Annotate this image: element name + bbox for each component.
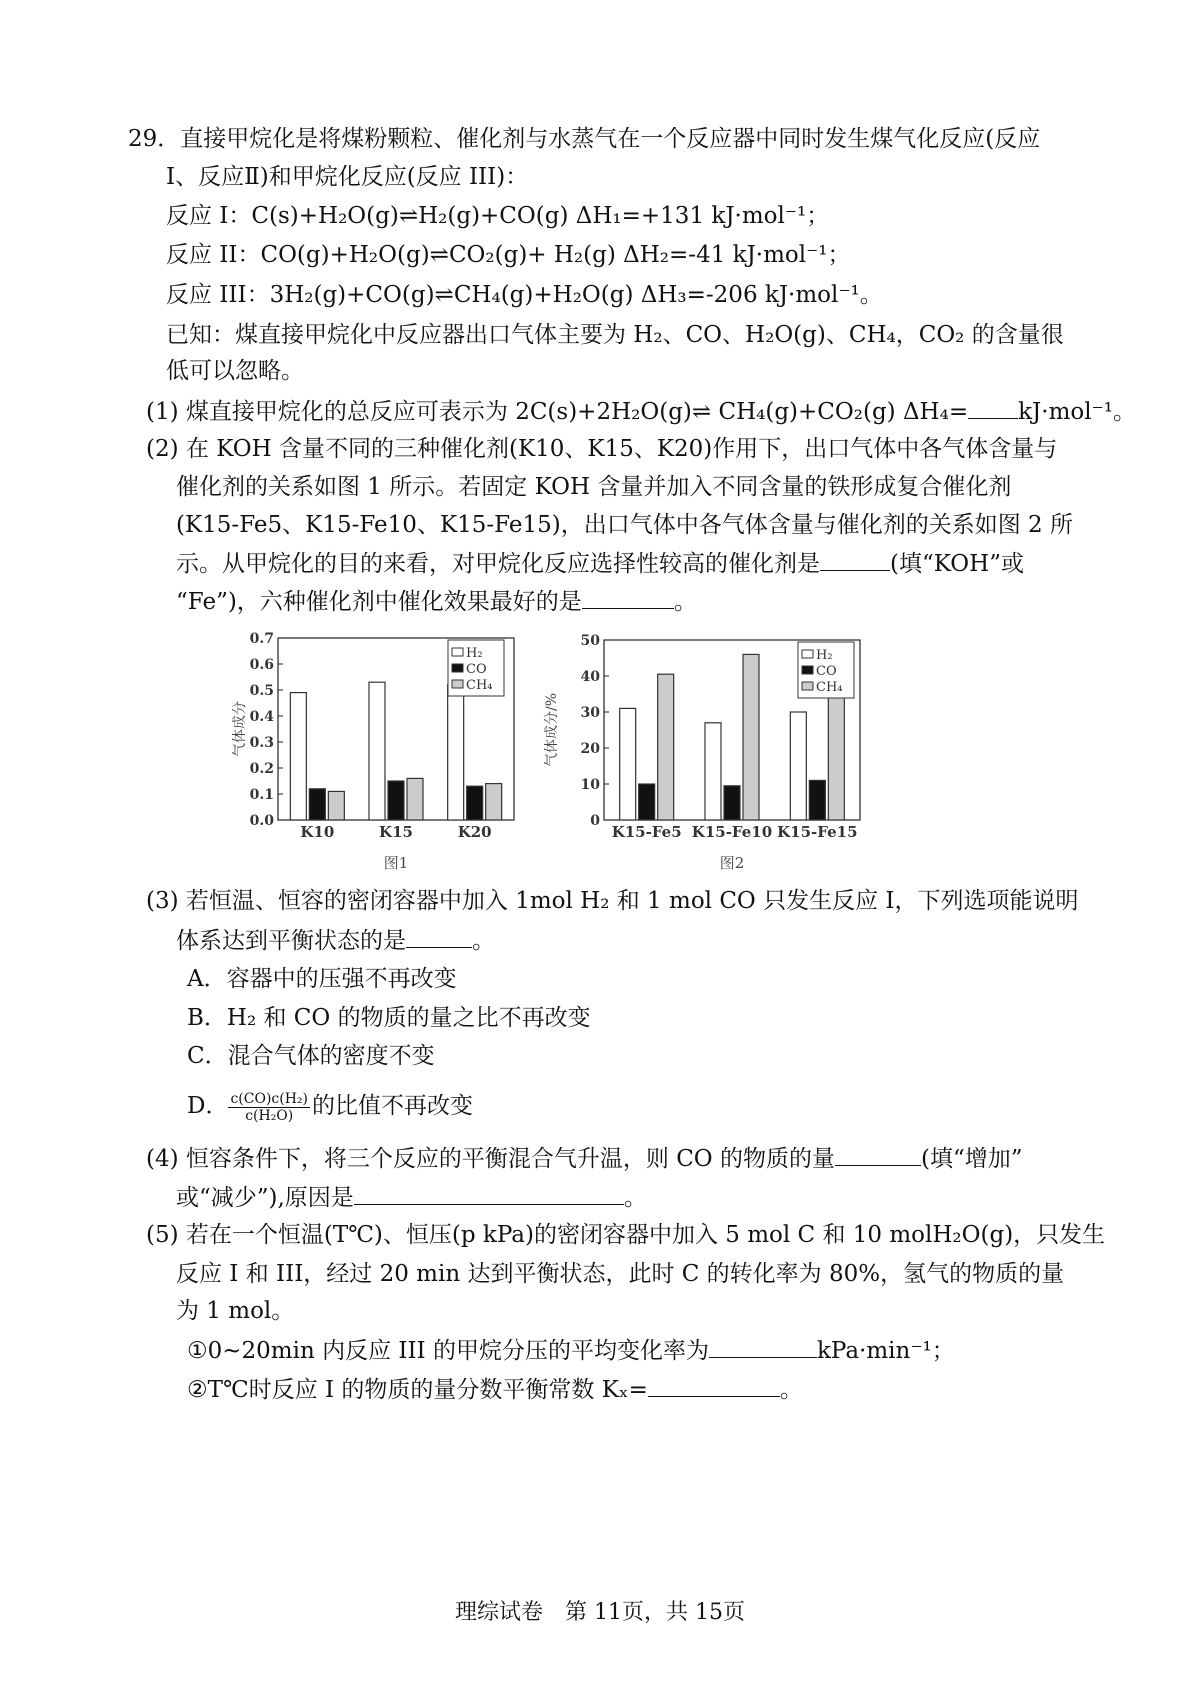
legend-entry: CO bbox=[816, 664, 837, 679]
bar-h2 bbox=[369, 682, 385, 820]
bar-ch4 bbox=[328, 791, 344, 820]
reaction-3: 反应 III：3H₂(g)+CO(g)⇌CH₄(g)+H₂O(g) ΔH₃=-206 kJ·mol⁻¹。 bbox=[166, 282, 883, 308]
subquestion-2-line-1: (2) 在 KOH 含量不同的三种催化剂(K10、K15、K20)作用下，出口气体中各气体含量与 bbox=[146, 436, 1058, 462]
y-tick-label: 0.6 bbox=[249, 657, 274, 673]
answer-blank-1[interactable] bbox=[968, 396, 1018, 419]
bar-co bbox=[809, 780, 825, 820]
subquestion-2-text-a: 示。从甲烷化的目的来看，对甲烷化反应选择性较高的催化剂是 bbox=[176, 551, 820, 577]
subquestion-5-part-1 bbox=[187, 1335, 955, 1366]
page-footer: 理综试卷 第 11页，共 15页 bbox=[455, 1600, 745, 1625]
y-tick-label: 20 bbox=[580, 741, 600, 757]
subquestion-1-unit: kJ·mol⁻¹。 bbox=[1018, 399, 1136, 425]
subquestion-5-line-2: 反应 I 和 III，经过 20 min 达到平衡状态，此时 C 的转化率为 80%，氢气的物质的量 bbox=[176, 1261, 1065, 1287]
option-d-fraction bbox=[228, 1091, 310, 1124]
known-line-2: 低可以忽略。 bbox=[166, 358, 304, 384]
bar-h2 bbox=[705, 723, 721, 820]
subquestion-1-text: (1) 煤直接甲烷化的总反应可表示为 2C(s)+2H₂O(g)⇌ CH₄(g)+CO₂(g) ΔH₄= bbox=[146, 399, 969, 425]
subquestion-5-line-1: (5) 若在一个恒温(T℃)、恒压(p kPa)的密闭容器中加入 5 mol C 和 10 molH₂O(g)，只发生 bbox=[146, 1222, 1106, 1248]
y-tick-label: 0.1 bbox=[249, 787, 274, 803]
bar-co bbox=[309, 789, 325, 820]
y-tick-label: 40 bbox=[580, 669, 600, 685]
figure-1-bar-chart bbox=[232, 632, 522, 880]
y-tick-label: 50 bbox=[580, 633, 600, 649]
y-tick-label: 0.5 bbox=[249, 683, 274, 699]
bar-co bbox=[388, 781, 404, 820]
bar-h2 bbox=[290, 693, 306, 820]
bar-h2 bbox=[448, 685, 464, 820]
y-tick-label: 0.3 bbox=[249, 735, 274, 751]
answer-blank-5b[interactable] bbox=[648, 1374, 780, 1397]
y-tick-label: 0 bbox=[590, 813, 600, 829]
legend-swatch bbox=[802, 650, 813, 658]
subquestion-2-text-b: (填“KOH”或 bbox=[890, 551, 1024, 577]
answer-blank-5a[interactable] bbox=[709, 1335, 817, 1358]
fraction-numerator: c(CO)c(H₂) bbox=[230, 1090, 308, 1107]
legend-swatch bbox=[452, 648, 463, 656]
subquestion-4-text-c: 或“减少”),原因是 bbox=[176, 1185, 354, 1211]
bar-co bbox=[467, 786, 483, 820]
option-d-text: 的比值不再改变 bbox=[312, 1093, 473, 1119]
subquestion-3-line-1: (3) 若恒温、恒容的密闭容器中加入 1mol H₂ 和 1 mol CO 只发生反应 I，下列选项能说明 bbox=[146, 888, 1079, 914]
subquestion-2-line-3: (K15-Fe5、K15-Fe10、K15-Fe15)，出口气体中各气体含量与催化剂的关系如图 2 所 bbox=[176, 512, 1073, 538]
question-intro-line-1: 29．直接甲烷化是将煤粉颗粒、催化剂与水蒸气在一个反应器中同时发生煤气化反应(反应 bbox=[128, 126, 1041, 152]
bar-co bbox=[724, 786, 740, 820]
bar-ch4 bbox=[486, 784, 502, 820]
reaction-2: 反应 II：CO(g)+H₂O(g)⇌CO₂(g)+ H₂(g) ΔH₂=-41 kJ·mol⁻¹； bbox=[166, 242, 851, 268]
subquestion-5-part-1-text: ①0~20min 内反应 III 的甲烷分压的平均变化率为 bbox=[187, 1338, 709, 1364]
y-tick-label: 0.4 bbox=[249, 709, 274, 725]
y-tick-label: 30 bbox=[580, 705, 600, 721]
subquestion-4-line-1 bbox=[146, 1143, 1022, 1174]
known-line-1: 已知：煤直接甲烷化中反应器出口气体主要为 H₂、CO、H₂O(g)、CH₄，CO₂ 的含量很 bbox=[166, 322, 1064, 348]
subquestion-4-text-b: (填“增加” bbox=[920, 1146, 1023, 1172]
subquestion-3-text: 体系达到平衡状态的是 bbox=[176, 928, 406, 954]
x-tick-label: K15-Fe10 bbox=[691, 823, 773, 841]
y-axis-label: 气体成分 bbox=[232, 701, 248, 757]
x-tick-label: K15-Fe15 bbox=[777, 823, 858, 841]
option-d-label: D． bbox=[187, 1093, 229, 1119]
legend-swatch bbox=[452, 664, 463, 672]
bar-co bbox=[639, 784, 655, 820]
x-tick-label: K10 bbox=[300, 823, 335, 841]
chart-legend bbox=[448, 640, 504, 696]
y-tick-label: 0.2 bbox=[249, 761, 274, 777]
question-intro-line-2: Ⅰ、反应Ⅱ)和甲烷化反应(反应 III)： bbox=[166, 164, 529, 190]
chart-legend bbox=[798, 642, 854, 698]
subquestion-2-text-c: “Fe”)，六种催化剂中催化效果最好的是 bbox=[176, 589, 582, 615]
subquestion-2-line-5 bbox=[176, 586, 697, 617]
legend-swatch bbox=[452, 680, 463, 688]
subquestion-5-part-2-text: ②T℃时反应 I 的物质的量分数平衡常数 Kₓ= bbox=[187, 1377, 648, 1403]
subquestion-3-end: 。 bbox=[472, 928, 495, 954]
x-tick-label: K20 bbox=[457, 823, 492, 841]
x-tick-label: K15-Fe5 bbox=[611, 823, 682, 841]
answer-blank-4a[interactable] bbox=[835, 1143, 921, 1166]
subquestion-2-line-4 bbox=[176, 548, 1024, 579]
subquestion-3-line-2 bbox=[176, 925, 495, 956]
bar-ch4 bbox=[743, 654, 759, 820]
legend-swatch bbox=[802, 682, 813, 690]
legend-entry: H₂ bbox=[816, 648, 833, 663]
answer-blank-2a[interactable] bbox=[820, 548, 890, 571]
subquestion-2-text-d: 。 bbox=[673, 589, 697, 615]
subquestion-5-part-2 bbox=[187, 1374, 803, 1405]
subquestion-1 bbox=[146, 396, 1136, 427]
y-axis-label: 气体成分/% bbox=[544, 692, 560, 768]
subquestion-4-text: (4) 恒容条件下，将三个反应的平衡混合气升温，则 CO 的物质的量 bbox=[146, 1146, 835, 1172]
subquestion-4-line-2 bbox=[176, 1182, 647, 1213]
legend-entry: H₂ bbox=[466, 646, 483, 661]
legend-swatch bbox=[802, 666, 813, 674]
y-tick-label: 10 bbox=[580, 777, 600, 793]
subquestion-4-end: 。 bbox=[623, 1185, 647, 1211]
figure-caption: 图1 bbox=[383, 854, 409, 872]
legend-entry: CH₄ bbox=[816, 680, 843, 695]
x-tick-label: K15 bbox=[379, 823, 413, 841]
bar-ch4 bbox=[407, 778, 423, 820]
answer-blank-2b[interactable] bbox=[582, 586, 674, 609]
bar-ch4 bbox=[658, 674, 674, 820]
figure-2-bar-chart bbox=[540, 632, 870, 880]
answer-blank-4b[interactable] bbox=[354, 1182, 624, 1205]
y-tick-label: 0.7 bbox=[249, 632, 274, 647]
legend-entry: CO bbox=[466, 662, 487, 677]
subquestion-5-part-2-end: 。 bbox=[779, 1377, 803, 1403]
answer-blank-3[interactable] bbox=[406, 925, 472, 948]
bar-h2 bbox=[620, 708, 636, 820]
figure-caption: 图2 bbox=[719, 854, 745, 872]
option-b[interactable]: B．H₂ 和 CO 的物质的量之比不再改变 bbox=[187, 1005, 591, 1031]
option-a[interactable]: A．容器中的压强不再改变 bbox=[187, 966, 457, 992]
y-tick-label: 0.0 bbox=[249, 813, 274, 829]
subquestion-2-line-2: 催化剂的关系如图 1 所示。若固定 KOH 含量并加入不同含量的铁形成复合催化剂 bbox=[176, 474, 1012, 500]
fraction-denominator: c(H₂O) bbox=[245, 1107, 294, 1124]
reaction-1: 反应 I：C(s)+H₂O(g)⇌H₂(g)+CO(g) ΔH₁=+131 kJ·mol⁻¹； bbox=[166, 203, 830, 229]
subquestion-5-part-1-unit: kPa·min⁻¹； bbox=[816, 1338, 955, 1364]
legend-entry: CH₄ bbox=[466, 678, 493, 693]
subquestion-5-line-3: 为 1 mol。 bbox=[176, 1298, 295, 1324]
option-c[interactable]: C．混合气体的密度不变 bbox=[187, 1043, 435, 1069]
bar-h2 bbox=[790, 712, 806, 820]
option-d[interactable] bbox=[187, 1086, 473, 1126]
